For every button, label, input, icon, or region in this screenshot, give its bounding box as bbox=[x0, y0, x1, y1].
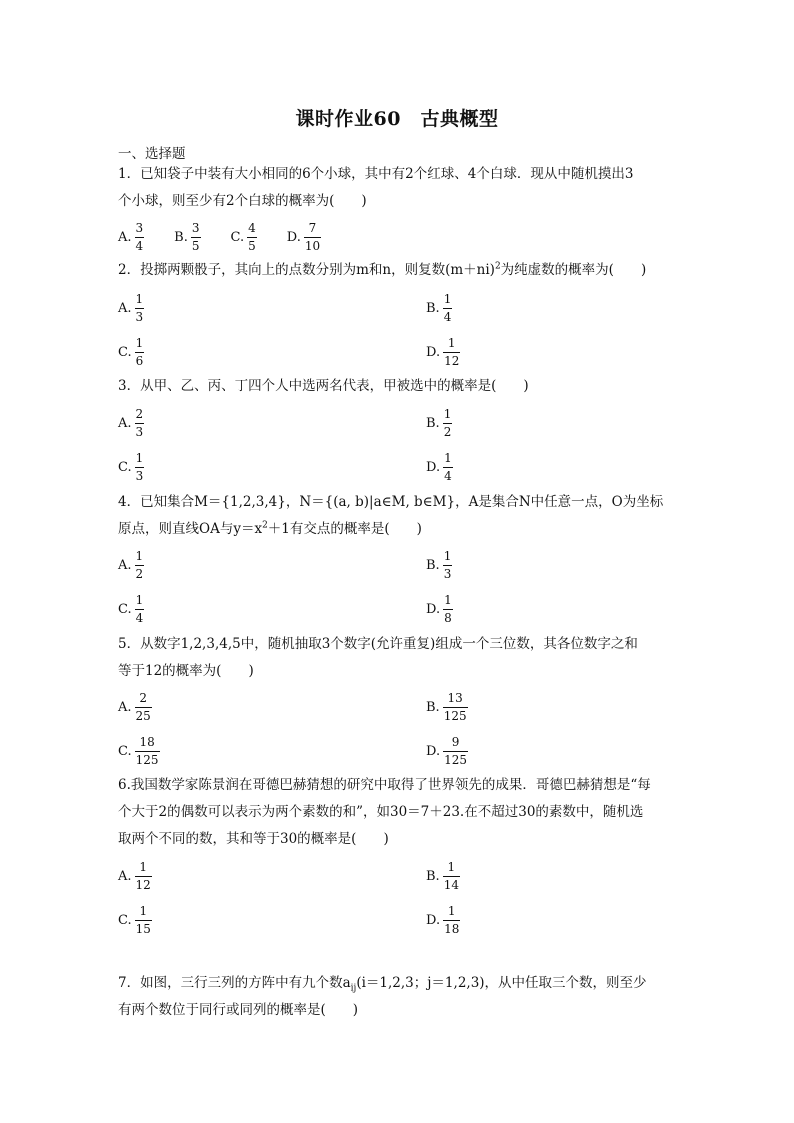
fraction bbox=[135, 691, 152, 724]
numerator: 13 bbox=[447, 690, 463, 705]
denominator: 12 bbox=[444, 353, 460, 368]
numerator: 9 bbox=[451, 734, 460, 749]
question-1 bbox=[118, 161, 680, 215]
numerator: 1 bbox=[447, 859, 456, 874]
option-letter: A. bbox=[118, 868, 132, 884]
fraction bbox=[443, 691, 468, 724]
q4-option-d[interactable] bbox=[426, 590, 453, 628]
question-5-line-1: 5．从数字1,2,3,4,5中，随机抽取3个数字(允许重复)组成一个三位数，其各位数字之和 bbox=[118, 636, 638, 652]
question-2-text-b: 为纯虚数的概率为( ) bbox=[500, 262, 647, 278]
q3-option-b[interactable] bbox=[426, 404, 452, 442]
section-heading: 一、选择题 bbox=[118, 146, 186, 162]
q3-option-a[interactable] bbox=[118, 404, 144, 442]
fraction-bar bbox=[304, 237, 321, 238]
option-letter: B. bbox=[426, 557, 440, 573]
fraction bbox=[135, 292, 145, 325]
fraction-bar bbox=[135, 751, 160, 752]
numerator: 18 bbox=[139, 734, 155, 749]
denominator: 3 bbox=[443, 566, 452, 581]
fraction-bar bbox=[443, 308, 453, 309]
denominator: 2 bbox=[443, 424, 452, 439]
fraction-bar bbox=[443, 751, 468, 752]
fraction bbox=[443, 336, 460, 369]
numerator: 7 bbox=[308, 220, 317, 235]
numerator: 3 bbox=[191, 220, 200, 235]
q2-option-d[interactable] bbox=[426, 333, 460, 371]
numerator: 1 bbox=[447, 335, 456, 350]
numerator: 1 bbox=[135, 548, 144, 563]
fraction-bar bbox=[135, 237, 145, 238]
option-letter: C. bbox=[118, 344, 132, 360]
denominator: 4 bbox=[444, 468, 452, 483]
fraction-bar bbox=[443, 565, 453, 566]
q1-option-d[interactable] bbox=[287, 218, 321, 256]
fraction bbox=[443, 451, 453, 484]
q5-option-a[interactable] bbox=[118, 688, 152, 726]
fraction-bar bbox=[443, 707, 468, 708]
fraction-bar bbox=[135, 352, 145, 353]
option-letter: D. bbox=[426, 459, 441, 475]
fraction bbox=[135, 407, 145, 440]
numerator: 1 bbox=[135, 450, 144, 465]
question-5 bbox=[118, 631, 680, 685]
denominator: 4 bbox=[135, 610, 144, 625]
fraction bbox=[443, 292, 453, 325]
fraction bbox=[304, 221, 321, 254]
q2-option-c[interactable] bbox=[118, 333, 144, 371]
q1-option-a[interactable] bbox=[118, 218, 144, 256]
option-letter: D. bbox=[426, 743, 441, 759]
fraction-bar bbox=[135, 308, 145, 309]
numerator: 2 bbox=[139, 690, 147, 705]
q4-option-c[interactable] bbox=[118, 590, 144, 628]
numerator: 1 bbox=[444, 450, 452, 465]
fraction bbox=[135, 904, 152, 937]
fraction bbox=[135, 860, 152, 893]
fraction-bar bbox=[443, 352, 460, 353]
option-letter: A. bbox=[118, 229, 132, 245]
question-4-line-1: 4．已知集合M＝{1,2,3,4}，N＝{(a, b)|a∈M, b∈M}，A是集合N中任意一点，O为坐标 bbox=[118, 494, 664, 510]
question-6-line-3: 取两个不同的数，其和等于30的概率是( ) bbox=[118, 831, 389, 847]
option-letter: A. bbox=[118, 557, 132, 573]
question-1-options bbox=[118, 218, 351, 256]
fraction-bar bbox=[443, 423, 453, 424]
question-2 bbox=[118, 257, 680, 284]
question-6 bbox=[118, 772, 680, 853]
q6-option-a[interactable] bbox=[118, 857, 152, 895]
numerator: 3 bbox=[135, 220, 144, 235]
fraction bbox=[247, 221, 257, 254]
option-letter: D. bbox=[286, 229, 301, 245]
option-letter: A. bbox=[118, 300, 132, 316]
fraction-bar bbox=[135, 920, 152, 921]
question-6-line-2: 个大于2的偶数可以表示为两个素数的和”，如30＝7＋23.在不超过30的素数中，随机选 bbox=[118, 804, 644, 820]
denominator: 14 bbox=[443, 877, 459, 892]
q6-option-c[interactable] bbox=[118, 901, 152, 939]
fraction bbox=[443, 735, 468, 768]
option-letter: C. bbox=[230, 229, 245, 245]
fraction-bar bbox=[247, 237, 257, 238]
question-4-line-2 bbox=[118, 516, 680, 543]
fraction bbox=[443, 593, 453, 626]
fraction-bar bbox=[443, 467, 453, 468]
question-4 bbox=[118, 489, 680, 543]
numerator: 1 bbox=[135, 592, 144, 607]
q4-option-b[interactable] bbox=[426, 546, 452, 584]
option-letter: B. bbox=[426, 300, 440, 316]
denominator: 8 bbox=[444, 610, 452, 625]
denominator: 3 bbox=[135, 468, 144, 483]
denominator: 125 bbox=[443, 708, 467, 723]
page-title: 课时作业60 古典概型 bbox=[295, 108, 499, 130]
denominator: 5 bbox=[191, 238, 200, 253]
q5-option-d[interactable] bbox=[426, 732, 468, 770]
option-letter: A. bbox=[118, 415, 132, 431]
fraction-bar bbox=[191, 237, 201, 238]
fraction-bar bbox=[443, 609, 453, 610]
question-4-line-2-a: 原点，则直线OA与y＝x bbox=[118, 521, 263, 537]
fraction bbox=[135, 451, 145, 484]
denominator: 2 bbox=[135, 566, 144, 581]
q5-option-c[interactable] bbox=[118, 732, 160, 770]
fraction bbox=[443, 549, 453, 582]
question-7 bbox=[118, 970, 680, 1024]
option-letter: D. bbox=[426, 601, 441, 617]
fraction bbox=[135, 593, 145, 626]
option-letter: C. bbox=[118, 743, 132, 759]
numerator: 1 bbox=[139, 859, 147, 874]
q3-option-d[interactable] bbox=[426, 448, 453, 486]
option-letter: A. bbox=[118, 699, 132, 715]
numerator: 1 bbox=[443, 291, 452, 306]
option-letter: B. bbox=[174, 229, 188, 245]
numerator: 1 bbox=[135, 291, 144, 306]
option-letter: B. bbox=[426, 868, 440, 884]
fraction bbox=[135, 336, 145, 369]
option-letter: B. bbox=[426, 415, 440, 431]
question-3: 3．从甲、乙、丙、丁四个人中选两名代表，甲被选中的概率是( ) bbox=[118, 378, 529, 394]
option-letter: C. bbox=[118, 912, 132, 928]
exponent: 2 bbox=[494, 261, 501, 272]
denominator: 10 bbox=[304, 238, 321, 253]
question-4-line-2-b: ＋1有交点的概率是( ) bbox=[267, 521, 422, 537]
q2-option-b[interactable] bbox=[426, 289, 452, 327]
option-letter: D. bbox=[426, 344, 441, 360]
question-1-line-2: 个小球，则至少有2个白球的概率为( ) bbox=[118, 193, 367, 209]
question-6-line-1: 6.我国数学家陈景润在哥德巴赫猜想的研究中取得了世界领先的成果．哥德巴赫猜想是“每 bbox=[118, 777, 651, 793]
question-2-text-a: 2．投掷两颗骰子，其向上的点数分别为m和n，则复数(m＋ni) bbox=[118, 262, 495, 278]
fraction bbox=[135, 221, 145, 254]
q1-option-c[interactable] bbox=[231, 218, 257, 256]
q1-option-b[interactable] bbox=[174, 218, 200, 256]
option-letter: D. bbox=[426, 912, 441, 928]
fraction-bar bbox=[135, 876, 152, 877]
fraction bbox=[191, 221, 201, 254]
option-letter: C. bbox=[118, 601, 132, 617]
q2-option-a[interactable] bbox=[118, 289, 144, 327]
fraction bbox=[443, 904, 460, 937]
denominator: 18 bbox=[444, 921, 460, 936]
q6-option-b[interactable] bbox=[426, 857, 460, 895]
fraction-bar bbox=[135, 467, 145, 468]
numerator: 2 bbox=[135, 406, 144, 421]
fraction bbox=[135, 735, 160, 768]
fraction bbox=[135, 549, 145, 582]
subscript: ij bbox=[350, 983, 357, 994]
option-letter: C. bbox=[118, 459, 132, 475]
denominator: 3 bbox=[135, 424, 144, 439]
question-1-line-1: 1．已知袋子中装有大小相同的6个小球，其中有2个红球、4个白球．现从中随机摸出3 bbox=[118, 166, 634, 182]
numerator: 1 bbox=[443, 548, 452, 563]
denominator: 4 bbox=[443, 309, 452, 324]
numerator: 1 bbox=[139, 903, 148, 918]
exponent: 2 bbox=[262, 520, 268, 531]
denominator: 6 bbox=[135, 353, 144, 368]
numerator: 1 bbox=[447, 903, 456, 918]
q3-option-c[interactable] bbox=[118, 448, 144, 486]
numerator: 1 bbox=[443, 406, 452, 421]
denominator: 12 bbox=[135, 877, 151, 892]
denominator: 5 bbox=[248, 238, 256, 253]
numerator: 4 bbox=[248, 220, 256, 235]
question-5-line-2: 等于12的概率为( ) bbox=[118, 663, 254, 679]
option-letter: B. bbox=[426, 699, 440, 715]
fraction-bar bbox=[135, 609, 145, 610]
fraction-bar bbox=[443, 876, 460, 877]
fraction-bar bbox=[135, 423, 145, 424]
question-7-line-1-a: 7．如图，三行三列的方阵中有九个数a bbox=[118, 975, 351, 991]
fraction-bar bbox=[443, 920, 460, 921]
numerator: 1 bbox=[135, 335, 144, 350]
denominator: 4 bbox=[135, 238, 144, 253]
question-7-line-2: 有两个数位于同行或同列的概率是( ) bbox=[118, 1002, 359, 1018]
fraction bbox=[443, 407, 453, 440]
numerator: 1 bbox=[444, 592, 452, 607]
question-7-line-1-b: (i＝1,2,3；j＝1,2,3)，从中任取三个数，则至少 bbox=[356, 975, 647, 991]
fraction bbox=[443, 860, 460, 893]
denominator: 125 bbox=[135, 752, 159, 767]
q6-option-d[interactable] bbox=[426, 901, 460, 939]
denominator: 125 bbox=[444, 752, 467, 767]
denominator: 3 bbox=[135, 309, 144, 324]
fraction-bar bbox=[135, 707, 152, 708]
denominator: 15 bbox=[135, 921, 151, 936]
q5-option-b[interactable] bbox=[426, 688, 468, 726]
question-7-line-1 bbox=[118, 970, 680, 997]
fraction-bar bbox=[135, 565, 145, 566]
q4-option-a[interactable] bbox=[118, 546, 144, 584]
denominator: 25 bbox=[135, 708, 151, 723]
